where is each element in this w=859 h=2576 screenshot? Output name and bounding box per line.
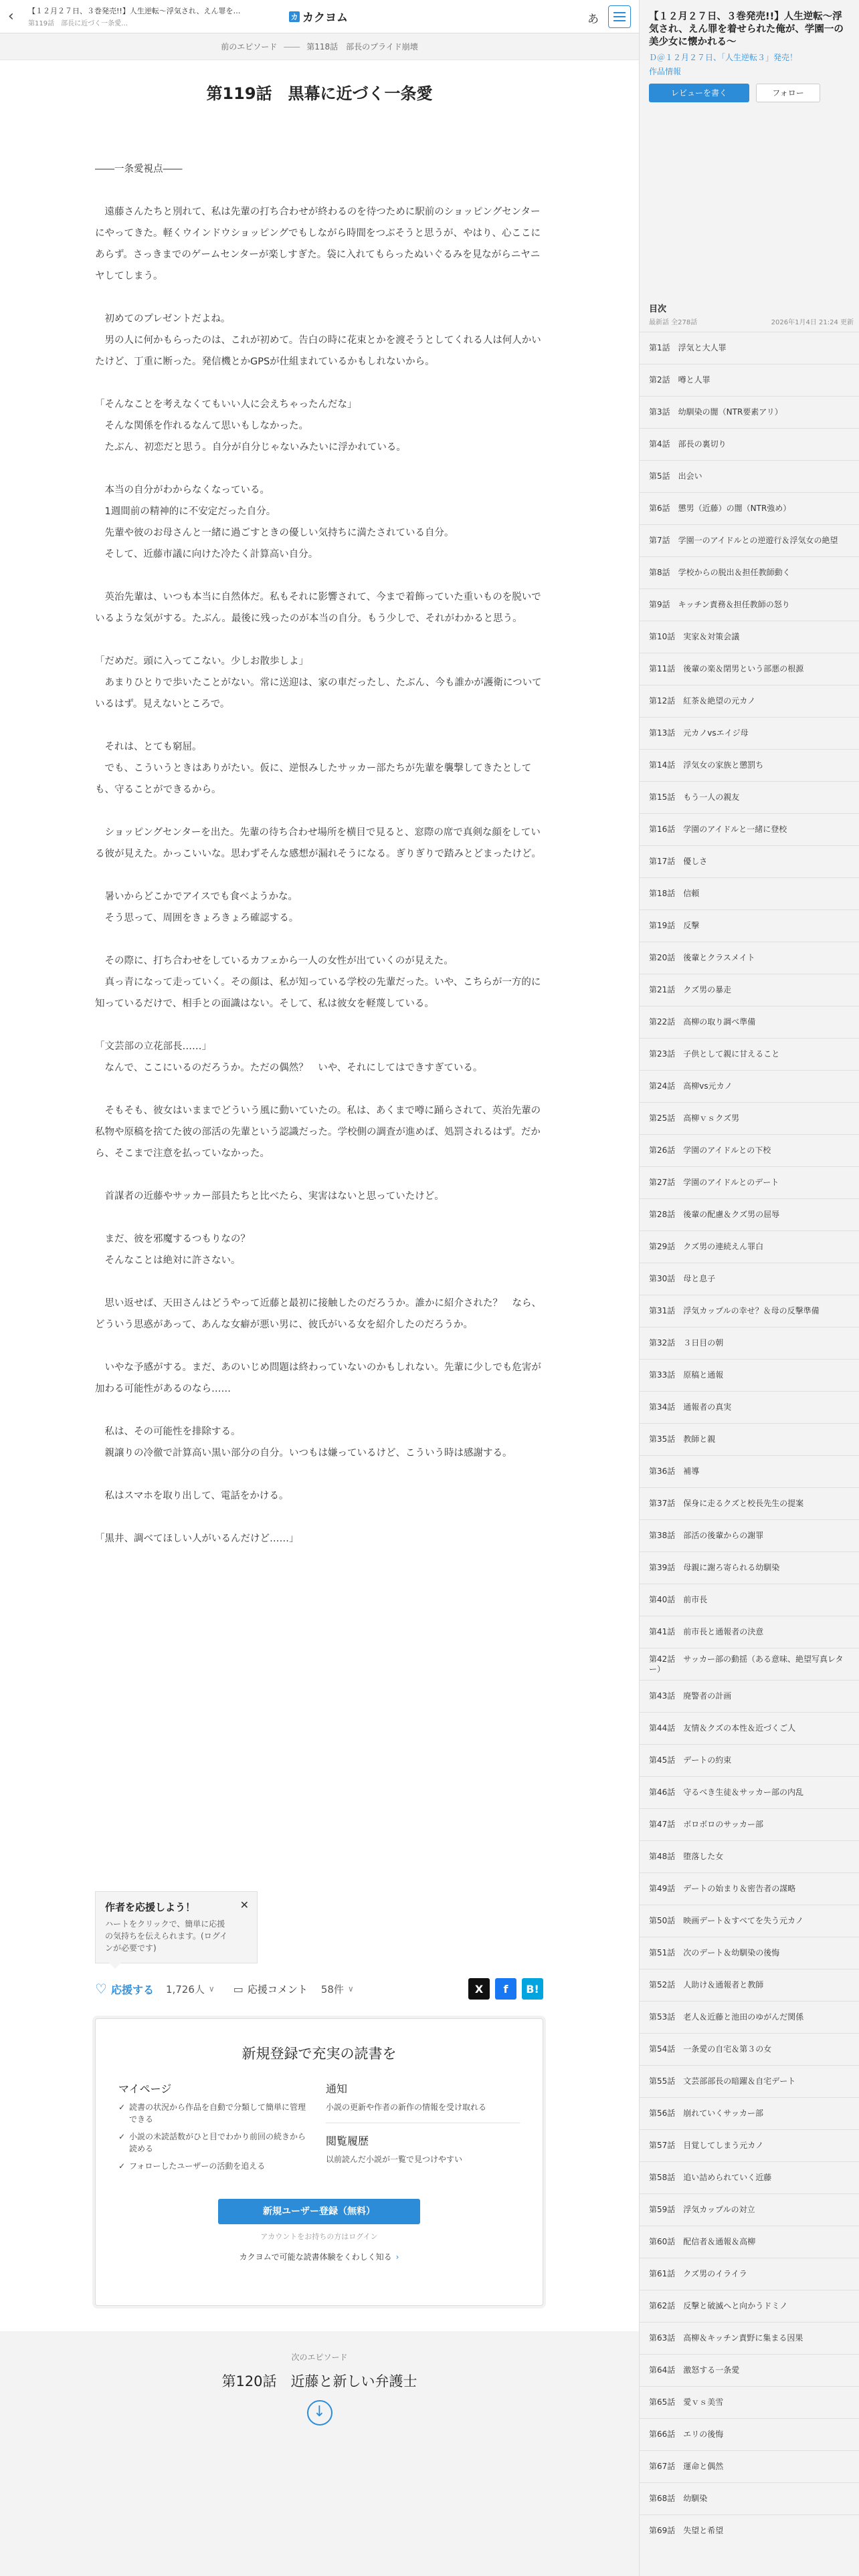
toc-item[interactable]: 第14話 浮気女の家族と懲罰ち <box>640 749 859 781</box>
sidebar <box>639 0 859 2576</box>
support-tooltip <box>95 1891 258 1963</box>
toc-item[interactable]: 第31話 浮気カップルの幸せ？＆母の反撃準備 <box>640 1295 859 1327</box>
register-box <box>95 2018 543 2306</box>
support-desc: ハートをクリックで、簡単に応援の気持ちを伝えられます。(ログインが必要です) <box>105 1919 228 1953</box>
toc-item[interactable]: 第59話 浮気カップルの対立 <box>640 2193 859 2226</box>
toc-item[interactable]: 第4話 部長の裏切り <box>640 428 859 460</box>
toc-item[interactable]: 第56話 崩れていくサッカー部 <box>640 2097 859 2129</box>
body-paragraph: たぶん、初恋だと思う。自分が自分じゃないみたいに浮かれている。 <box>95 442 406 453</box>
toc-item[interactable]: 第20話 後輩とクラスメイト <box>640 942 859 974</box>
history-desc: 以前読んだ小説が一覧で見つけやすい <box>326 2155 463 2164</box>
body-paragraph <box>95 1400 543 1421</box>
toc-item[interactable]: 第35話 教師と親 <box>640 1423 859 1455</box>
toc-item[interactable]: 第30話 母と息子 <box>640 1263 859 1295</box>
toc-item[interactable]: 第9話 キッチン責務＆担任教師の怒り <box>640 588 859 621</box>
cheer-button[interactable]: 応援する <box>110 1983 154 1996</box>
header-work-title: 【１２月２７日、３巻発売!!】人生逆転〜浮気され、えん罪を… <box>28 7 241 15</box>
body-paragraph: 首謀者の近藤やサッカー部員たちと比べたら、実害はないと思っていたけど。 <box>95 1191 444 1202</box>
close-icon[interactable]: ✕ <box>240 1899 249 1911</box>
toc-item[interactable]: 第64話 激怒する一条愛 <box>640 2354 859 2386</box>
toc-item[interactable]: 第54話 一条愛の自宅＆第３の女 <box>640 2033 859 2065</box>
history-title: 閲覧履歴 <box>326 2135 369 2147</box>
body-paragraph <box>95 458 543 479</box>
body-paragraph <box>95 715 543 736</box>
toc-item[interactable]: 第3話 幼馴染の闇（NTR要素アリ） <box>640 396 859 428</box>
work-info-link[interactable]: 作品情報 <box>649 67 682 76</box>
body-paragraph: 本当の自分がわからなくなっている。 <box>95 485 270 496</box>
header-titles[interactable] <box>28 5 289 27</box>
body-paragraph <box>95 1014 543 1036</box>
toc-item[interactable]: 第55話 文芸部部長の暗躍＆自宅デート <box>640 2065 859 2097</box>
body-paragraph <box>95 1207 543 1228</box>
toc-item[interactable]: 第69話 失望と希望 <box>640 2514 859 2547</box>
toc-count: 最新話 全278話 <box>649 319 698 326</box>
toc-item[interactable]: 第51話 次のデート＆幼馴染の後悔 <box>640 1937 859 1969</box>
toc-item[interactable]: 第22話 高柳の取り調べ準備 <box>640 1006 859 1038</box>
toc-item[interactable]: 第49話 デートの始まり＆密告者の謀略 <box>640 1872 859 1905</box>
body-paragraph: 初めてのプレゼントだよね。 <box>95 314 231 324</box>
toc-item[interactable]: 第48話 堕落した女 <box>640 1840 859 1872</box>
login-link[interactable]: アカウントをお持ちの方はログイン <box>260 2232 378 2241</box>
prev-episode-title[interactable]: 第118話 部長のプライド崩壊 <box>306 42 418 51</box>
body-paragraph: あまりひとりで歩いたことがない。常に送迎は、家の車だったし、たぶん、今も誰かが護衛についているはず。見えないところで。 <box>95 677 542 710</box>
toc-item[interactable]: 第46話 守るべき生徒＆サッカー部の内乱 <box>640 1776 859 1808</box>
episode-body <box>95 158 543 1549</box>
body-paragraph: なんで、ここにいるのだろうか。ただの偶然？ いや、それにしてはできすぎている。 <box>95 1063 483 1073</box>
toc-item[interactable]: 第24話 高柳vs元カノ <box>640 1070 859 1102</box>
toc-item[interactable]: 第17話 優しさ <box>640 845 859 877</box>
toc-item[interactable]: 第37話 保身に走るクズと校長先生の提案 <box>640 1487 859 1519</box>
body-paragraph <box>95 180 543 201</box>
body-paragraph: 英治先輩は、いつも本当に自然体だ。私もそれに影響されて、今まで着飾っていた重いものを脱いでいるような気がする。たぶん。最後に残ったのが本当の自分。もう少しで、それがわかると思う。 <box>95 592 541 624</box>
toc-item[interactable]: 第53話 老人＆近藤と池田のゆがんだ関係 <box>640 2001 859 2033</box>
separator: ―― <box>284 41 300 51</box>
next-episode-title[interactable]: 第120話 近藤と新しい弁護士 <box>221 2373 417 2389</box>
header-episode-title: 第119話 部長に近づく一条愛… <box>28 20 128 27</box>
toc-item[interactable]: 第26話 学園のアイドルとの下校 <box>640 1134 859 1166</box>
notify-column <box>326 2080 520 2177</box>
toc-item[interactable]: 第47話 ボロボロのサッカー部 <box>640 1808 859 1840</box>
body-paragraph <box>95 287 543 308</box>
author-name[interactable]: Ｄ＠１２月２７日、「人生逆転３」発売！ <box>649 53 798 62</box>
episode-title: 第119話 黒幕に近づく一条愛 <box>206 84 433 103</box>
toc-item[interactable]: 第5話 出会い <box>640 460 859 492</box>
toc-updated: 2026年1月4日 21:24 更新 <box>771 319 854 326</box>
comment-button[interactable]: 応援コメント <box>247 1983 308 1996</box>
toc-item[interactable]: 第29話 クズ男の連続えん罪白 <box>640 1230 859 1263</box>
toc-item[interactable]: 第57話 目覚してしまう元カノ <box>640 2129 859 2161</box>
body-paragraph: そんな関係を作れるなんて思いもしなかった。 <box>95 421 308 431</box>
toc-item[interactable]: 第25話 高柳ｖｓクズ男 <box>640 1102 859 1134</box>
comment-icon[interactable]: ▭ <box>233 1982 244 1996</box>
body-paragraph: その際に、打ち合わせをしているカフェから一人の女性が出ていくのが見えた。 <box>95 956 454 966</box>
body-paragraph: 思い返せば、天田さんはどうやって近藤と最初に接触したのだろうか。誰かに紹介された？ なら、どういう思惑があって、あんな女癖が悪い男に、彼氏がいる女を紹介したのだろうか。 <box>95 1298 541 1330</box>
toc-title: 目次 <box>649 304 667 314</box>
toc-item[interactable]: 第21話 クズ男の暴走 <box>640 974 859 1006</box>
register-title: 新規登録で充実の読書を <box>242 2046 397 2062</box>
mypage-item: ✓ 読書の状況から作品を自動で分類して簡単に管理できる <box>118 2101 312 2125</box>
toc-item[interactable]: 第18話 信頼 <box>640 877 859 909</box>
chevron-right-icon: › <box>395 2252 399 2262</box>
body-paragraph: そして、近藤市議に向けた冷たく計算高い自分。 <box>95 549 318 560</box>
learn-more-label: カクヨムで可能な読書体験をくわしく知る <box>239 2252 392 2262</box>
cheer-count[interactable]: 1,726人 <box>165 1983 205 1996</box>
toc-item[interactable]: 第63話 高柳＆キッチン責野に集まる因果 <box>640 2322 859 2354</box>
body-paragraph: 私はスマホを取り出して、電話をかける。 <box>95 1491 289 1501</box>
body-paragraph <box>95 929 543 950</box>
body-paragraph: そう思って、周囲をきょろきょろ確認する。 <box>95 913 299 924</box>
toc-item[interactable]: 第19話 反撃 <box>640 909 859 942</box>
write-review-button[interactable]: レビューを書く <box>649 84 749 102</box>
register-button[interactable]: 新規ユーザー登録（無料） <box>218 2199 420 2224</box>
toc-item[interactable]: 第44話 友情＆クズの本性＆近づくご人 <box>640 1712 859 1744</box>
body-paragraph <box>95 1271 543 1293</box>
toc-item[interactable]: 第66話 エリの後悔 <box>640 2418 859 2450</box>
toc-item[interactable]: 第40話 前市長 <box>640 1584 859 1616</box>
toc-item[interactable]: 第7話 学園一のアイドルとの逆遊行＆浮気女の絶望 <box>640 524 859 556</box>
toc-list <box>640 332 859 2547</box>
toc-item[interactable]: 第11話 後輩の楽＆閉男という部悪の根源 <box>640 653 859 685</box>
toc-item[interactable]: 第39話 母親に謝ろ寄られる幼馴染 <box>640 1551 859 1584</box>
body-paragraph: 1週間前の精神的に不安定だった自分。 <box>95 506 276 517</box>
prev-episode-link[interactable]: 前のエピソード <box>221 42 278 51</box>
toc-item[interactable]: 第58話 追い詰められていく近藤 <box>640 2161 859 2193</box>
body-paragraph: 「文芸部の立花部長……」 <box>95 1041 211 1052</box>
back-arrow-icon[interactable]: ‹ <box>8 8 14 25</box>
body-paragraph: 男の人に何かもらったのは、これが初めて。告白の時に花束とかを渡そうとしてくれる人は何人かいたけど、丁重に断った。発信機とかGPSが仕組まれているかもしれないから。 <box>95 335 541 367</box>
toc-item[interactable]: 第8話 学校からの脱出＆担任教師動く <box>640 556 859 588</box>
share-buttons <box>468 1978 543 2000</box>
body-paragraph: そもそも、彼女はいままでどういう風に動いていたの。私は、あくまで噂に踊らされて、英治先輩の私物や原稿を捨てた彼の部活の先輩という認識だった。学校側の調査が進めば、処罰されるはず。だから、そこまで注意を払っていなかった。 <box>95 1105 541 1159</box>
body-paragraph <box>95 1507 543 1528</box>
mypage-item: ✓ フォローしたユーザーの活動を追える <box>118 2160 312 2172</box>
body-paragraph <box>95 1335 543 1357</box>
body-paragraph: ――一条愛視点―― <box>95 164 183 175</box>
learn-more-link[interactable] <box>96 2251 543 2262</box>
chevron-down-icon[interactable]: ∨ <box>347 1984 354 1994</box>
toc-item[interactable]: 第32話 ３日目の朝 <box>640 1327 859 1359</box>
body-paragraph: いやな予感がする。まだ、あのいじめ問題は終わっていないのかもしれない。先輩に少しでも危害が加わる可能性があるのなら…… <box>95 1362 541 1394</box>
top-header <box>0 0 639 33</box>
mypage-title: マイページ <box>118 2082 172 2095</box>
body-paragraph: でも、こういうときはありがたい。仮に、逆恨みしたサッカー部たちが先輩を襲撃してきたとしても、守ることができるから。 <box>95 763 532 795</box>
work-title[interactable]: 【１２月２７日、３巻発売!!】人生逆転〜浮気され、えん罪を着せられた俺が、学園一の美少女に懐かれる〜 <box>649 11 844 47</box>
episode-nav-bar <box>0 33 639 60</box>
toc-item[interactable]: 第43話 廃警者の計画 <box>640 1680 859 1712</box>
toc-item[interactable]: 第10話 実家＆対策会議 <box>640 621 859 653</box>
toc-item[interactable]: 第36話 補導 <box>640 1455 859 1487</box>
next-episode-section <box>0 2331 639 2576</box>
mypage-item: ✓ 小説の未読話数がひと目でわかり前回の続きから読める <box>118 2131 312 2155</box>
reaction-row <box>95 1975 543 2002</box>
logo-text: カクヨム <box>302 11 348 25</box>
toc-item[interactable]: 第62話 反撃と破滅へと向かうドミノ <box>640 2290 859 2322</box>
body-paragraph: まだ、彼を邪魔するつもりなの？ <box>95 1234 250 1245</box>
kakuyomu-logo[interactable] <box>289 8 348 25</box>
toc-item[interactable]: 第16話 学園のアイドルと一緒に登校 <box>640 813 859 845</box>
chevron-down-icon[interactable]: ∨ <box>208 1984 215 1994</box>
facebook-share-icon[interactable]: f <box>495 1978 516 2000</box>
toc-item[interactable]: 第2話 噂と人罪 <box>640 364 859 396</box>
body-paragraph <box>95 1464 543 1485</box>
body-paragraph: 暑いからどこかでアイスでも食べようかな。 <box>95 891 298 902</box>
toc-item[interactable]: 第60話 配信者＆通報＆高柳 <box>640 2226 859 2258</box>
toc-item[interactable]: 第65話 愛ｖｓ美雪 <box>640 2386 859 2418</box>
body-paragraph: 「そんなことを考えなくてもいい人に会えちゃったんだな」 <box>95 399 357 410</box>
toc-item[interactable]: 第67話 運命と偶然 <box>640 2450 859 2482</box>
body-paragraph: 私は、その可能性を排除する。 <box>95 1426 241 1437</box>
body-paragraph <box>95 1079 543 1100</box>
body-paragraph: それは、とても窮屈。 <box>95 742 202 752</box>
body-paragraph: 「だめだ。頭に入ってこない。少しお散歩しよ」 <box>95 656 308 667</box>
toc-item[interactable]: 第50話 映画デート＆すべてを失う元カノ <box>640 1905 859 1937</box>
hatena-bookmark-icon[interactable]: B! <box>522 1978 543 2000</box>
notify-desc: 小説の更新や作者の新作の情報を受け取れる <box>326 2103 487 2112</box>
hamburger-icon[interactable] <box>608 5 631 28</box>
toc-item[interactable]: 第52話 人助け＆通報者と教師 <box>640 1969 859 2001</box>
comment-count[interactable]: 58件 <box>320 1983 344 1996</box>
toc-item[interactable]: 第68話 幼馴染 <box>640 2482 859 2514</box>
body-paragraph <box>95 865 543 886</box>
body-paragraph: ショッピングセンターを出た。先輩の待ち合わせ場所を横目で見ると、窓際の席で真剣な顔をしている彼が見えた。かっこいいな。思わずそんな感想が漏れそうになる。ぎりぎりで踏みとどまったけど。 <box>95 827 541 859</box>
body-paragraph <box>95 800 543 822</box>
body-paragraph <box>95 565 543 586</box>
notify-title: 通知 <box>326 2082 348 2095</box>
body-paragraph: そんなことは絶対に許さない。 <box>95 1255 241 1266</box>
toc-item[interactable]: 第23話 子供として親に甘えること <box>640 1038 859 1070</box>
toc-item[interactable]: 第42話 サッカー部の動揺（ある意味、絶望写真レター） <box>640 1648 859 1680</box>
toc-item[interactable]: 第38話 部活の後輩からの謝罪 <box>640 1519 859 1551</box>
toc-item[interactable]: 第34話 通報者の真実 <box>640 1391 859 1423</box>
heart-icon[interactable]: ♡ <box>95 1981 107 1997</box>
body-paragraph <box>95 629 543 651</box>
body-paragraph: 「黒井、調べてほしい人がいるんだけど……」 <box>95 1533 299 1544</box>
toc-item[interactable]: 第41話 前市長と通報者の決意 <box>640 1616 859 1648</box>
logo-mark-icon: カ <box>289 11 300 22</box>
body-paragraph: 真っ青になって走っていく。その顔は、私が知っている学校の先輩だった。いや、こちらが一方的に知っているだけで、相手との面識はない。そして、私は彼女を軽蔑している。 <box>95 977 541 1009</box>
arrow-down-icon[interactable]: ↓ <box>307 2400 332 2426</box>
body-paragraph <box>95 1164 543 1186</box>
body-paragraph: 親譲りの冷徹で計算高い黒い部分の自分。いつもは嫌っているけど、こういう時は感謝する。 <box>95 1448 512 1459</box>
body-paragraph: 遠藤さんたちと別れて、私は先輩の打ち合わせが終わるのを待つために駅前のショッピングセンターにやってきた。軽くウインドウショッピングでもしながら時間をつぶそうと思うが、やはり、心ここにあらず。さっきまでのゲームセンターが楽しすぎた。袋に入れてもらったぬいぐるみを見ながらニヤニヤしてしまう。 <box>95 207 541 282</box>
mypage-column <box>118 2080 312 2177</box>
font-size-button[interactable]: あ <box>587 13 599 26</box>
body-paragraph <box>95 372 543 394</box>
toc-item[interactable]: 第61話 クズ男のイライラ <box>640 2258 859 2290</box>
toc-item[interactable]: 第1話 浮気と大人罪 <box>640 332 859 364</box>
follow-button[interactable]: フォロー <box>756 84 820 102</box>
toc-item[interactable]: 第28話 後輩の配慮＆クズ男の屈辱 <box>640 1198 859 1230</box>
toc-item[interactable]: 第6話 懲男（近藤）の闇（NTR強め） <box>640 492 859 524</box>
body-paragraph: 先輩や彼のお母さんと一緒に過ごすときの優しい気持ちに満たされている自分。 <box>95 528 454 538</box>
toc-item[interactable]: 第13話 元カノvsエイジ母 <box>640 717 859 749</box>
toc-item[interactable]: 第33話 原稿と通報 <box>640 1359 859 1391</box>
toc-item[interactable]: 第12話 紅茶＆絶望の元カノ <box>640 685 859 717</box>
toc-item[interactable]: 第15話 もう一人の親友 <box>640 781 859 813</box>
toc-item[interactable]: 第27話 学園のアイドルとのデート <box>640 1166 859 1198</box>
support-title: 作者を応援しよう！ <box>105 1901 196 1913</box>
toc-item[interactable]: 第45話 デートの約束 <box>640 1744 859 1776</box>
x-share-icon[interactable]: X <box>468 1978 490 2000</box>
episode-main <box>0 60 639 1549</box>
next-episode-label: 次のエピソード <box>291 2353 348 2362</box>
